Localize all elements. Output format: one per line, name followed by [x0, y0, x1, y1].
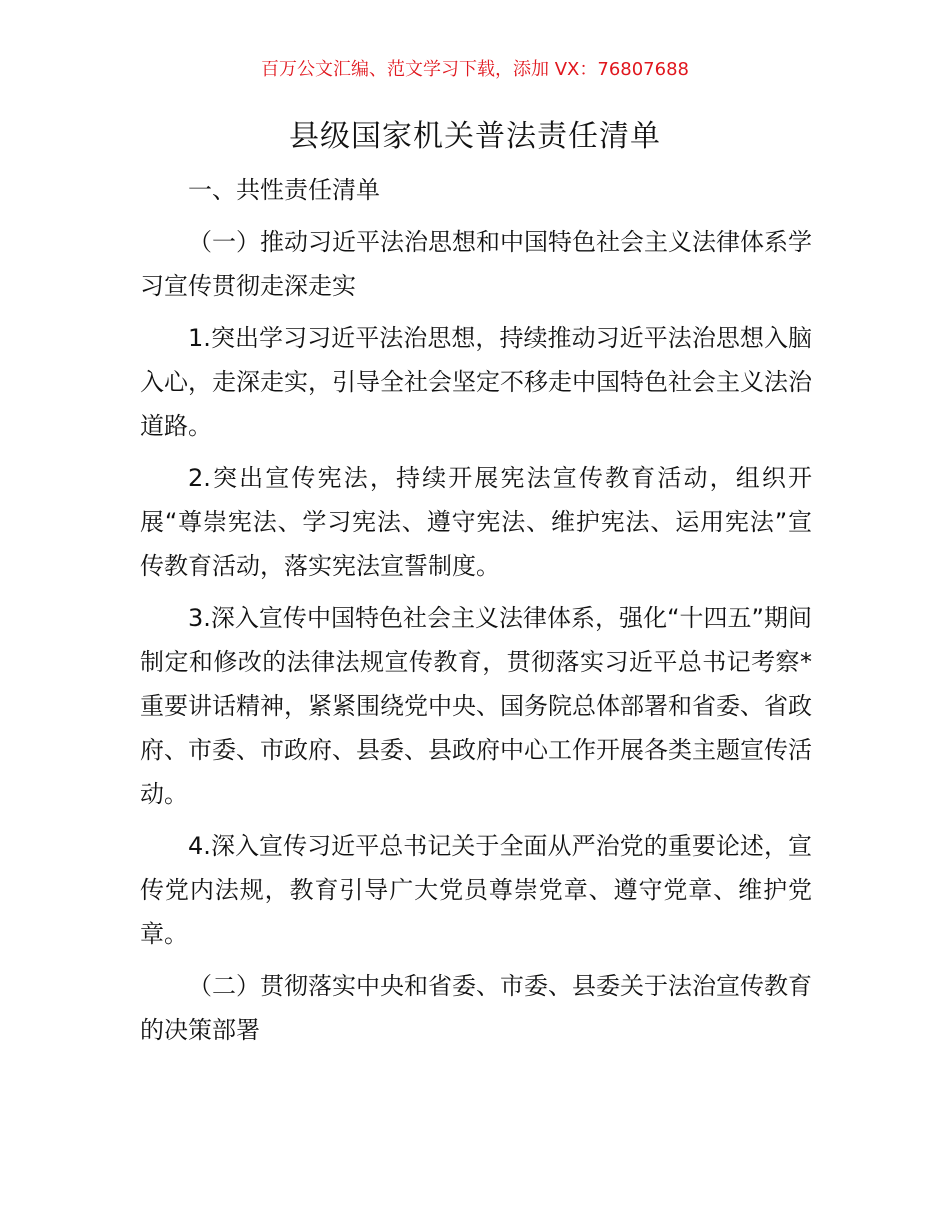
subsection-heading-1: （一）推动习近平法治思想和中国特色社会主义法律体系学习宣传贯彻走深走实 [140, 228, 812, 300]
subsection-heading-2: （二）贯彻落实中央和省委、市委、县委关于法治宣传教育的决策部署 [140, 972, 812, 1044]
paragraph-item-1: 1.突出学习习近平法治思想，持续推动习近平法治思想入脑入心，走深走实，引导全社会坚定不移走中国特色社会主义法治道路。 [140, 324, 812, 440]
paragraph-item-2: 2.突出宣传宪法，持续开展宪法宣传教育活动，组织开展“尊崇宪法、学习宪法、遵守宪法、维护宪法、运用宪法”宣传教育活动，落实宪法宣誓制度。 [140, 464, 812, 580]
paragraph-item-3: 3.深入宣传中国特色社会主义法律体系，强化“十四五”期间制定和修改的法律法规宣传教育，贯彻落实习近平总书记考察*重要讲话精神，紧紧围绕党中央、国务院总体部署和省委、省政府、市委、市政府、县委、县政府中心工作开展各类主题宣传活动。 [140, 604, 812, 808]
document-body [140, 168, 812, 1060]
document-title: 县级国家机关普法责任清单 [289, 119, 661, 154]
paragraph-item-4: 4.深入宣传习近平总书记关于全面从严治党的重要论述，宣传党内法规，教育引导广大党员尊崇党章、遵守党章、维护党章。 [140, 832, 812, 948]
section-heading-1: 一、共性责任清单 [188, 176, 380, 204]
header-promo-note: 百万公文汇编、范文学习下载，添加 VX：76807688 [261, 59, 689, 80]
